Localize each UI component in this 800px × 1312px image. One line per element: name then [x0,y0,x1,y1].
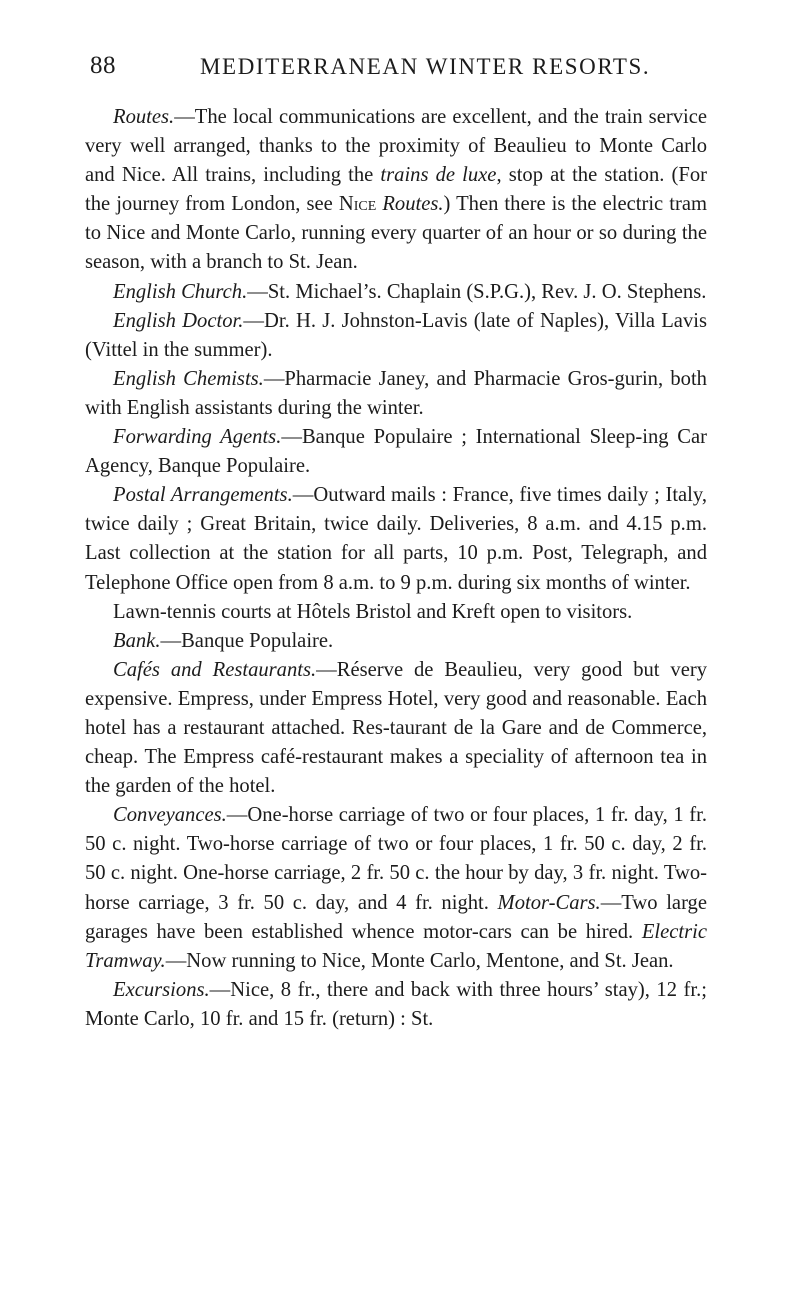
paragraph-routes: Routes.—The local communications are excellent, and the train service very well arranged, thanks to the proximity of Beaulieu to Monte Carlo and Nice. All trains, including the trains de luxe, stop at the station. (For the journey from London, see Nice Routes.) Then there is the electric tram to Nice and Monte Carlo, running every quarter of an hour or so during the season, with a branch to St. Jean. [85,106,707,274]
nice-ref: Nice [338,193,377,216]
paragraph-conveyances: Conveyances.—One-horse carriage of two or four places, 1 fr. day, 1 fr. 50 c. night. Two-horse carriage of two or four places, 1 fr. 50 c. day, 2 fr. 50 c. night. One-horse carriage, 2 fr. 50 c. the hour by day, 3 fr. night. Two-horse carriage, 3 fr. 50 c. day, and 4 fr. night. Motor-Cars.—Two large garages have been established whence motor-cars can be hired. Electric Tramway.—Now running to Nice, Monte Carlo, Mentone, and St. Jean. [85,804,707,972]
body-text [85,103,707,1034]
paragraph-postal: Postal Arrangements.—Outward mails : France, five times daily ; Italy, twice daily ; Great Britain, twice daily. Deliveries, 8 a.m. and 4.15 p.m. Last collection at the station for all parts, 10 p.m. Post, Telegraph, and Telephone Office open from 8 a.m. to 9 p.m. during six months of winter. [85,484,708,594]
heading-electric-tramway: Electric Tramway. [85,920,707,972]
heading-church: English Church. [113,280,248,303]
heading-chemists: English Chemists. [113,367,264,390]
page-header [90,52,710,82]
page-number: 88 [90,52,116,79]
trains-de-luxe: trains de luxe [380,164,497,187]
paragraph-chemists: English Chemists.—Pharmacie Janey, and Pharmacie Gros-gurin, both with English assistants during the winter. [85,367,707,419]
running-title: MEDITERRANEAN WINTER RESORTS. [200,54,651,79]
paragraph-bank: Bank.—Banque Populaire. [113,629,334,652]
paragraph-excursions: Excursions.—Nice, 8 fr., there and back with three hours’ stay), 12 fr.; Monte Carlo, 10 fr. and 15 fr. (return) : St. [85,978,707,1030]
paragraph-doctor: English Doctor.—Dr. H. J. Johnston-Lavis (late of Naples), Villa Lavis (Vittel in the summer). [85,309,707,361]
paragraph-church: English Church.—St. Michael’s. Chaplain (S.P.G.), Rev. J. O. Stephens. [113,280,707,303]
heading-conveyances: Conveyances. [113,804,227,827]
paragraph-forwarding: Forwarding Agents.—Banque Populaire ; International Sleep-ing Car Agency, Banque Populaire. [85,426,707,478]
routes-ref: Routes. [382,193,444,216]
heading-bank: Bank. [113,629,161,652]
heading-forwarding: Forwarding Agents. [113,426,282,449]
heading-postal: Postal Arrangements. [113,484,293,507]
heading-cafes: Cafés and Restaurants. [113,658,317,681]
heading-doctor: English Doctor. [113,309,244,332]
heading-routes: Routes. [113,106,175,128]
paragraph-tennis: Lawn-tennis courts at Hôtels Bristol and Kreft open to visitors. [113,600,633,623]
paragraph-cafes: Cafés and Restaurants.—Réserve de Beaulieu, very good but very expensive. Empress, under Empress Hotel, very good and reasonable. Each hotel has a restaurant attached. Res-taurant de la Gare and de Commerce, cheap. The Empress café-restaurant makes a speciality of afternoon tea in the garden of the hotel. [85,658,708,798]
heading-excursions: Excursions. [113,978,210,1001]
heading-motor-cars: Motor-Cars. [497,891,601,914]
